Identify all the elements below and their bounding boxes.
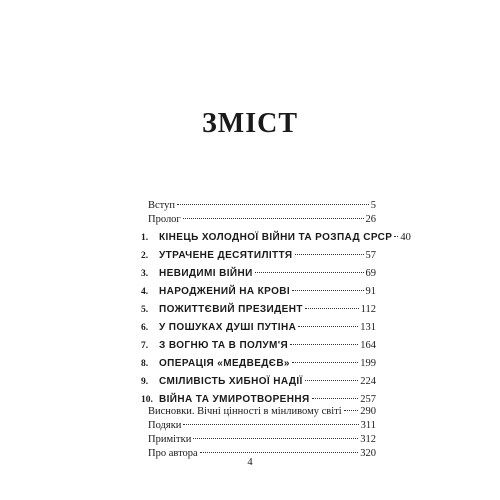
toc-chapter-7[interactable] [141, 338, 376, 354]
dot-leader [193, 438, 358, 439]
toc-entry-page: 290 [360, 406, 376, 417]
chapter-page: 57 [365, 250, 376, 261]
dot-leader [255, 272, 364, 273]
toc-entry-page: 311 [360, 420, 376, 431]
dot-leader [295, 254, 364, 255]
chapter-page: 112 [360, 304, 376, 315]
chapter-number: 2. [141, 251, 149, 261]
dot-leader [292, 290, 363, 291]
dot-leader [183, 424, 358, 425]
dot-leader [200, 452, 359, 453]
chapter-number: 5. [141, 305, 149, 315]
chapter-title: ОПЕРАЦІЯ «МЕДВЕДЄВ» [159, 358, 290, 369]
chapter-number: 9. [141, 377, 149, 387]
chapter-page: 69 [365, 268, 376, 279]
toc-entry-page: 312 [360, 434, 376, 445]
dot-leader [177, 204, 369, 205]
chapter-number: 1. [141, 233, 149, 243]
dot-leader [394, 236, 398, 237]
toc-entry-title: Висновки. Вічні цінності в мінливому світі [148, 406, 342, 417]
toc-entry-page: 5 [370, 200, 376, 211]
chapter-number: 4. [141, 287, 149, 297]
chapter-title: ПОЖИТТЄВИЙ ПРЕЗИДЕНТ [159, 304, 303, 315]
toc-chapter-8[interactable] [141, 356, 376, 372]
toc-entry-prologue[interactable] [141, 212, 376, 228]
chapter-title: КІНЕЦЬ ХОЛОДНОЇ ВІЙНИ ТА РОЗПАД СРСР [159, 232, 393, 243]
chapter-number: 6. [141, 323, 149, 333]
dot-leader [344, 410, 359, 411]
toc-chapter-3[interactable] [141, 266, 376, 282]
dot-leader [290, 344, 358, 345]
toc-entry-title: Пролог [148, 214, 181, 225]
chapter-page: 40 [400, 232, 411, 243]
dot-leader [305, 380, 359, 381]
chapter-title: СМІЛИВІСТЬ ХИБНОЇ НАДІЇ [159, 376, 303, 387]
chapter-page: 164 [360, 340, 376, 351]
toc-entry-page: 26 [365, 214, 376, 225]
dot-leader [305, 308, 359, 309]
chapter-title: У ПОШУКАХ ДУШІ ПУТІНА [159, 322, 297, 333]
chapter-page: 91 [365, 286, 376, 297]
chapter-number: 7. [141, 341, 149, 351]
page-number: 4 [247, 457, 253, 468]
chapter-page: 131 [360, 322, 376, 333]
chapter-number: 10. [141, 395, 153, 405]
chapter-page: 199 [360, 358, 376, 369]
toc-chapter-9[interactable] [141, 374, 376, 390]
chapter-title: НАРОДЖЕНИЙ НА КРОВІ [159, 286, 291, 297]
toc-entry-title: Подяки [148, 420, 182, 431]
dot-leader [292, 362, 358, 363]
chapter-page: 257 [360, 394, 376, 405]
chapter-page: 224 [360, 376, 376, 387]
dot-leader [312, 398, 359, 399]
chapter-title: УТРАЧЕНЕ ДЕСЯТИЛІТТЯ [159, 250, 293, 261]
chapter-title: ВІЙНА ТА УМИРОТВОРЕННЯ [159, 394, 310, 405]
dot-leader [183, 218, 364, 219]
chapter-number: 8. [141, 359, 149, 369]
chapter-title: НЕВИДИМІ ВІЙНИ [159, 268, 253, 279]
dot-leader [298, 326, 358, 327]
toc-chapter-4[interactable] [141, 284, 376, 300]
toc-entry-title: Вступ [148, 200, 175, 211]
toc-chapter-1[interactable] [141, 230, 411, 246]
page-title: ЗМІСТ [202, 108, 298, 139]
toc-entry-title: Про автора [148, 448, 198, 459]
chapter-number: 3. [141, 269, 149, 279]
toc-chapter-6[interactable] [141, 320, 376, 336]
chapter-title: З ВОГНЮ ТА В ПОЛУМ'Я [159, 340, 289, 351]
toc-entry-title: Примітки [148, 434, 192, 445]
toc-chapter-5[interactable] [141, 302, 376, 318]
toc-chapter-2[interactable] [141, 248, 376, 264]
toc-entry-page: 320 [360, 448, 376, 459]
